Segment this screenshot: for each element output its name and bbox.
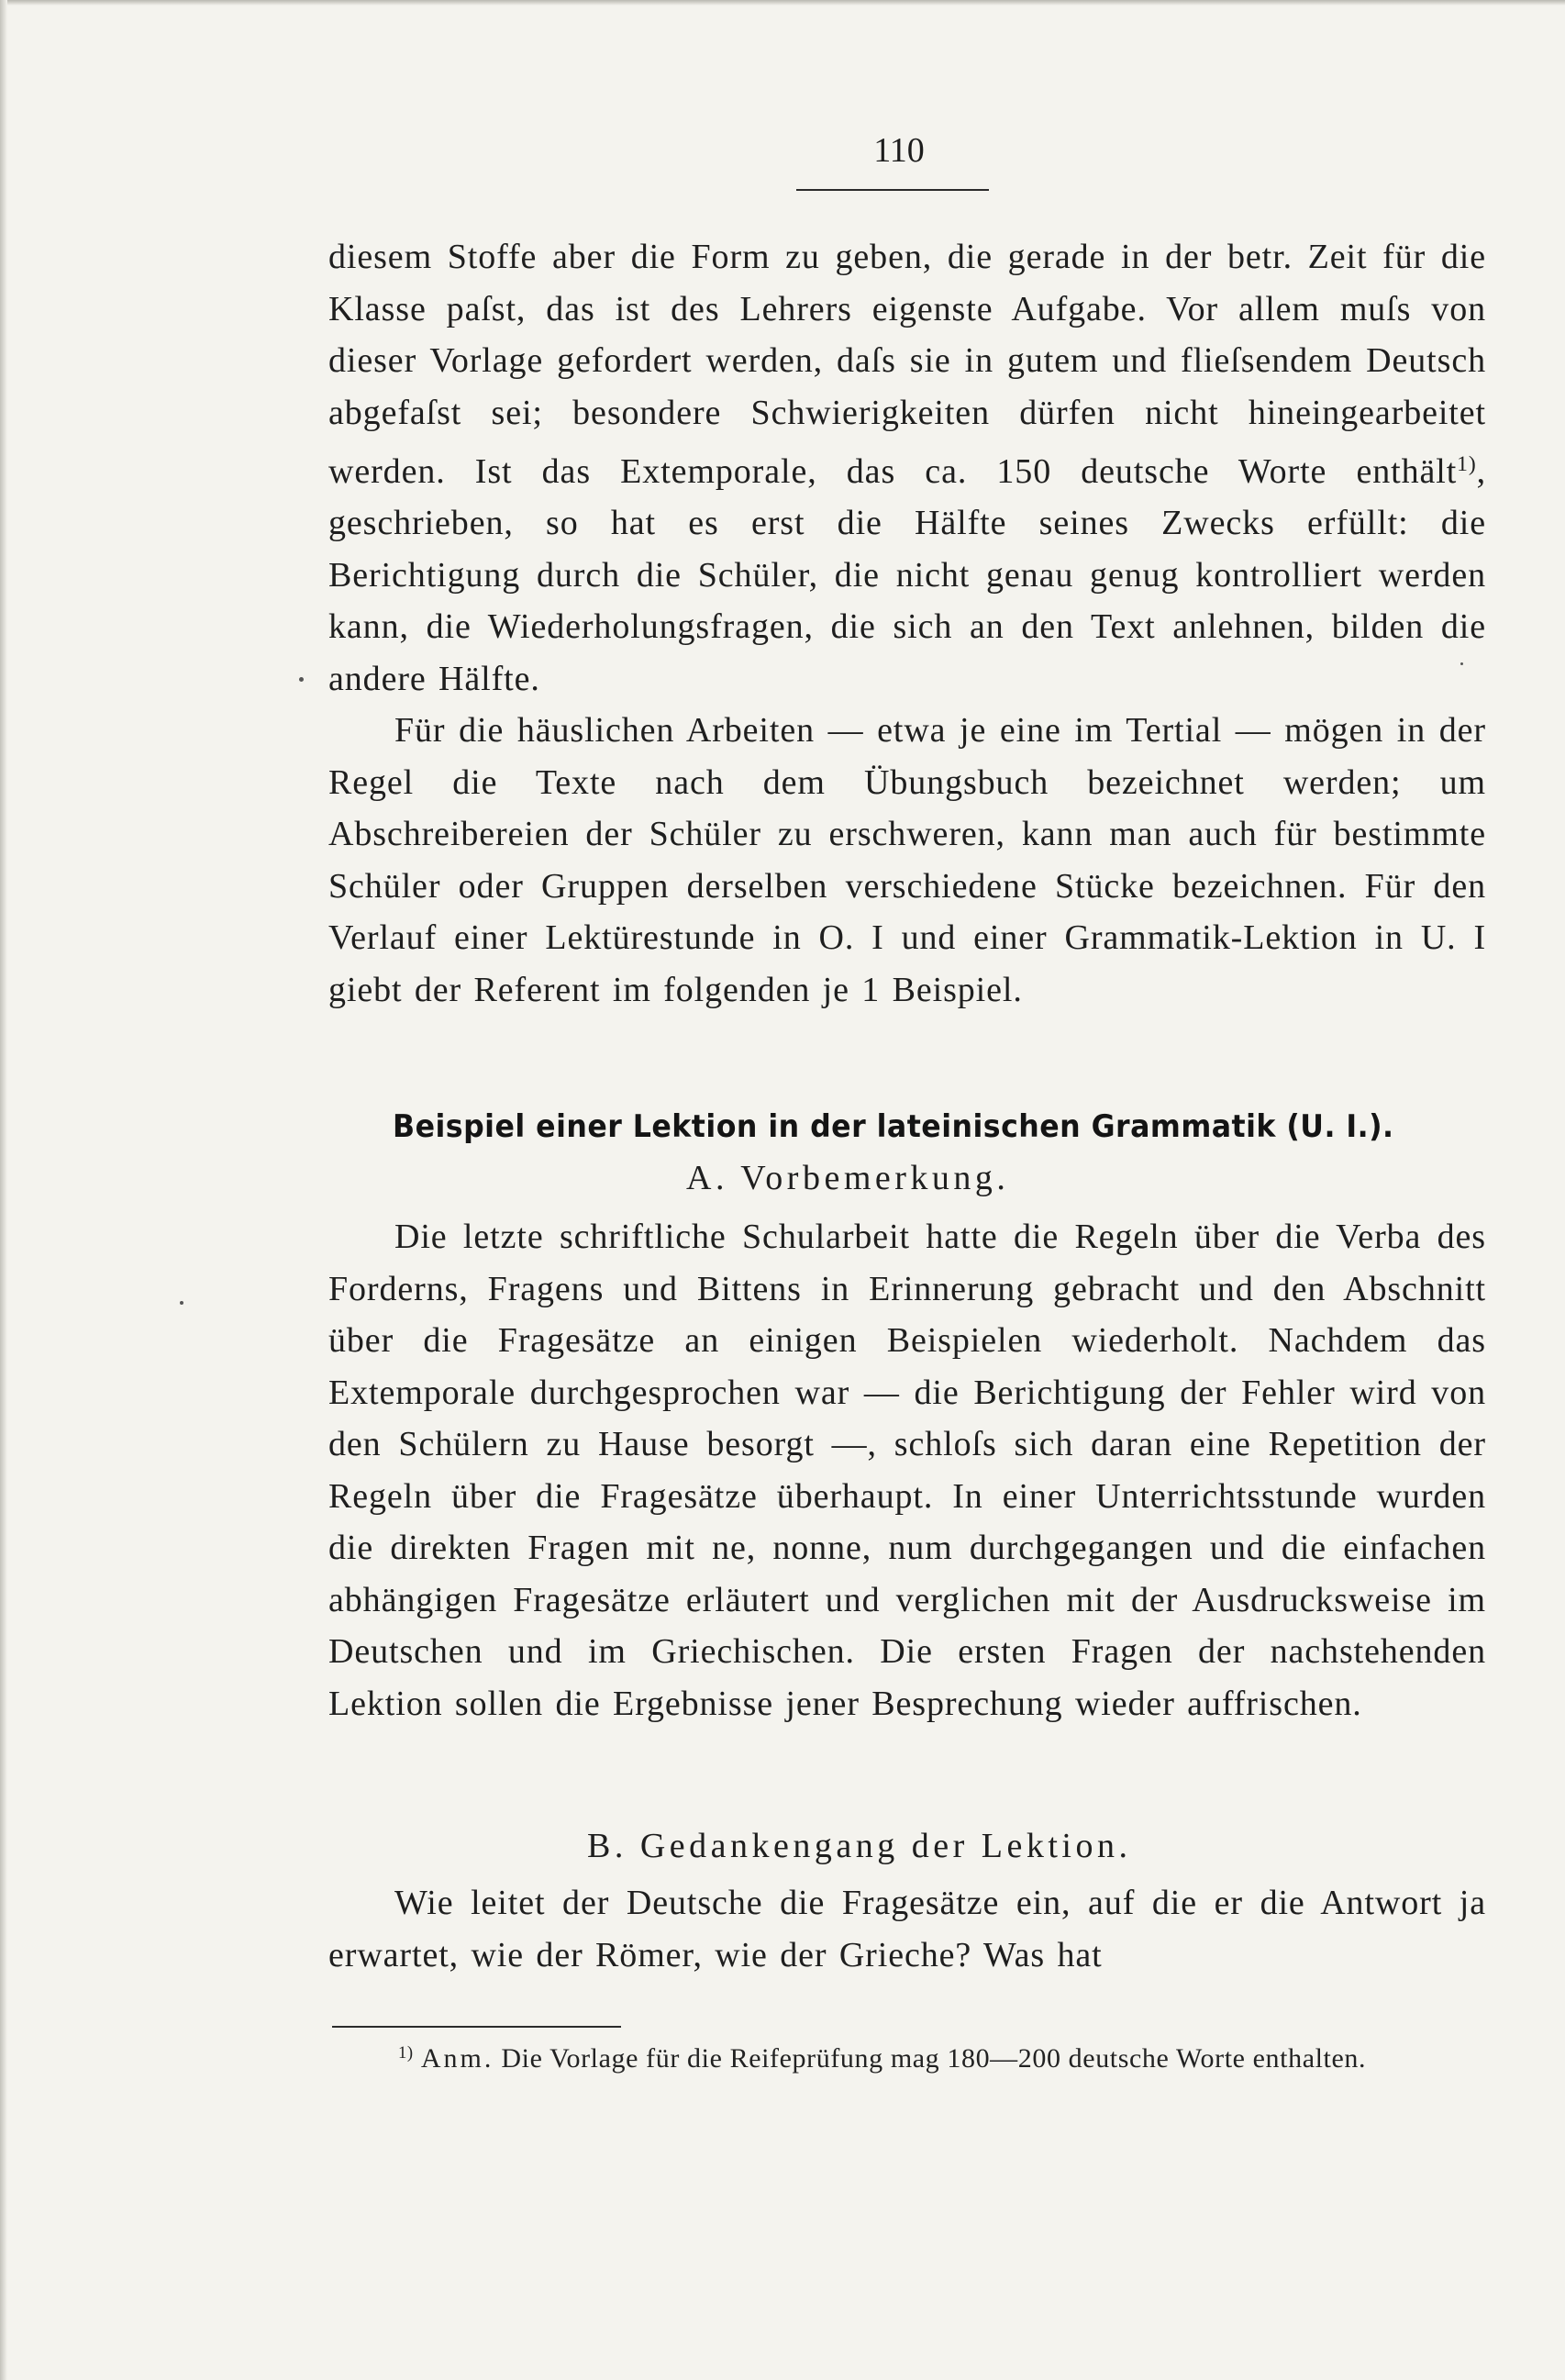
- scan-speck: [180, 1301, 183, 1305]
- scan-edge-top: [0, 0, 1565, 6]
- body-text-top: [328, 231, 1486, 1016]
- body-text-vorbemerkung: [328, 1211, 1486, 1729]
- footnote-label: Anm.: [420, 2043, 494, 2074]
- paragraph-extemporale-start: diesem Stoffe aber die Form zu geben, die gerade in der betr. Zeit für die Klasse paſst, das ist des Lehrers eigenste Aufgabe. Vor allem muſs von dieser Vorlage gefordert werden, daſs sie in gutem und flieſsendem Deutsch abgefaſst sei; besondere Schwierigkeiten dürfen nicht hineingearbeitet werden. Ist das Extemporale, das ca. 150 deutsche Worte enthält: [328, 238, 1486, 491]
- paragraph-extemporale-end: , geschrieben, so hat es erst die Hälfte seines Zwecks erfüllt: die Berichtigung durch die Schüler, die nicht genau genug kontrolliert werden kann, die Wiederholungsfragen, die sich an den Text anlehnen, bilden die andere Hälfte.: [328, 451, 1486, 698]
- page-number: 110: [873, 131, 925, 170]
- scan-edge-left: [0, 0, 7, 2380]
- footnote: [332, 2033, 1490, 2079]
- paragraph-hausarbeiten: Für die häuslichen Arbeiten — etwa je eine im Tertial — mögen in der Regel die Texte nach dem Übungsbuch bezeichnet werden; um Abschreibereien der Schüler zu erschweren, kann man auch für bestimmte Schüler oder Gruppen derselben verschiedene Stücke bezeichnen. Für den Verlauf einer Lektürestunde in O. I und einer Grammatik-Lektion in U. I giebt der Referent im folgenden je 1 Beispiel.: [328, 711, 1486, 1009]
- subheading-gedankengang: B. Gedankengang der Lektion.: [587, 1827, 1132, 1865]
- paragraph-vorbemerkung: Die letzte schriftliche Schularbeit hatte die Regeln über die Verba des Forderns, Fragens und Bittens in Erinnerung gebracht und den Abschnitt über die Fragesätze an einigen Beispielen wiederholt. Nachdem das Extemporale durchgesprochen war — die Berichtigung der Fehler wird von den Schülern zu Hause besorgt —, schloſs sich daran eine Repetition der Regeln über die Fragesätze überhaupt. In einer Unterrichtsstunde wurden die direkten Fragen mit ne, nonne, num durchgegangen und die einfachen abhängigen Fragesätze erläutert und verglichen mit der Ausdrucksweise im Deutschen und im Griechischen. Die ersten Fragen der nachstehenden Lektion sollen die Ergebnisse jener Besprechung wieder auffrischen.: [328, 1218, 1486, 1723]
- subheading-vorbemerkung: A. Vorbemerkung.: [686, 1159, 1010, 1197]
- footnote-reference: 1): [1457, 452, 1477, 476]
- footnote-body: Die Vorlage für die Reifeprüfung mag 180—200 deutsche Worte enthalten.: [501, 2043, 1367, 2074]
- body-text-gedankengang: [328, 1877, 1486, 1981]
- scan-speck: [1460, 662, 1463, 665]
- footnote-marker: 1): [398, 2043, 414, 2063]
- scan-speck: [299, 677, 304, 682]
- paragraph-extemporale: [328, 231, 1486, 705]
- header-rule: [796, 189, 989, 191]
- paragraph-gedankengang: Wie leitet der Deutsche die Fragesätze ein, auf die er die Antwort ja erwartet, wie der Römer, wie der Grieche? Was hat: [328, 1884, 1486, 1974]
- footnote-rule: [332, 2026, 621, 2028]
- footnote-text: [332, 2033, 1490, 2079]
- section-heading: Beispiel einer Lektion in der lateinischen Grammatik (U. I.).: [393, 1108, 1394, 1145]
